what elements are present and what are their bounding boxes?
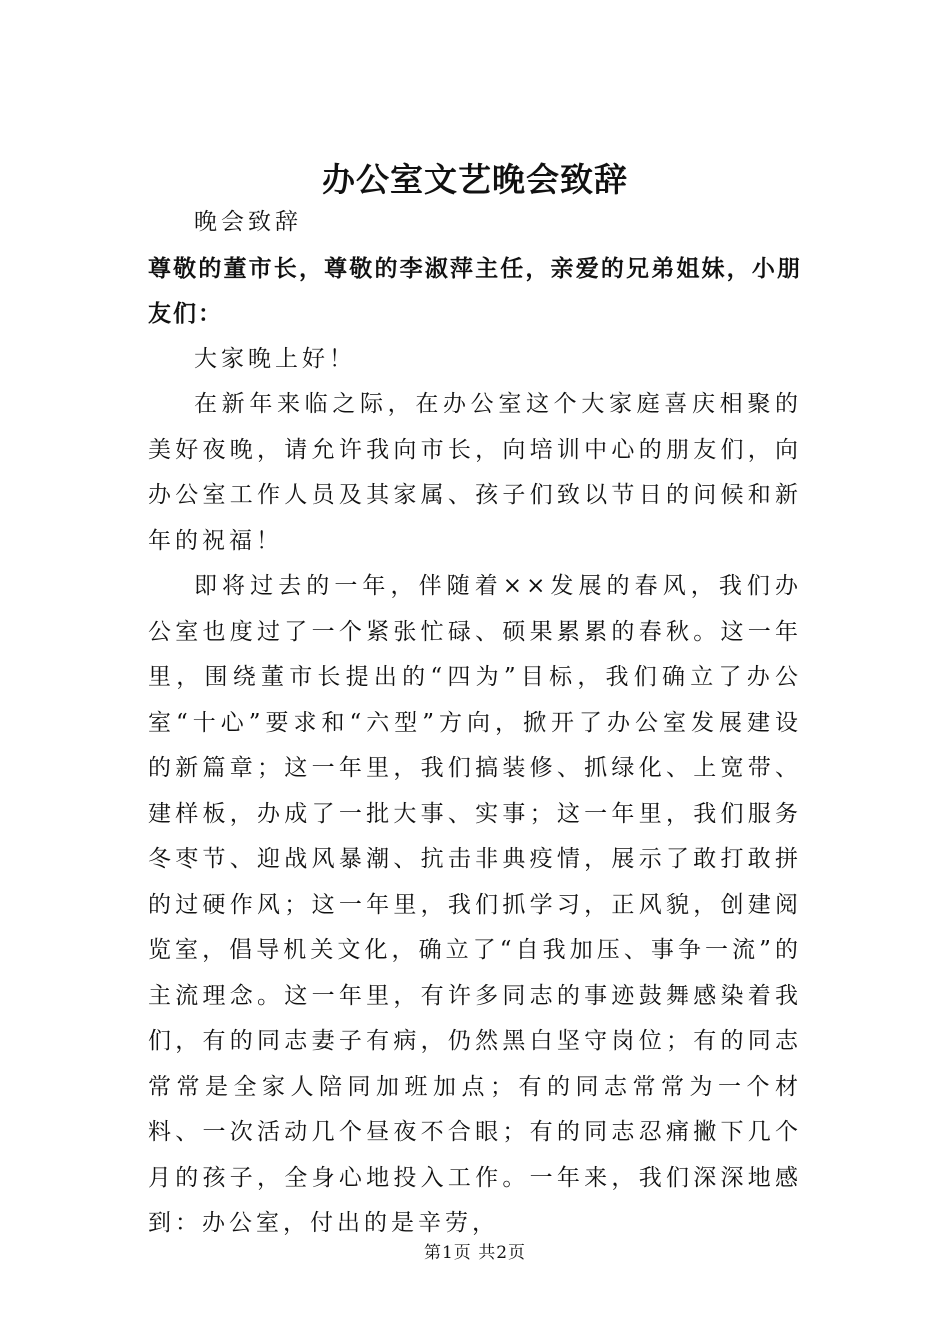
body-paragraph-1: 在新年来临之际，在办公室这个大家庭喜庆相聚的美好夜晚，请允许我向市长，向培训中心的朋友们，向办公室工作人员及其家属、孩子们致以节日的问候和新年的祝福！ xyxy=(148,391,802,554)
page-title: 办公室文艺晚会致辞 xyxy=(322,160,628,200)
subtitle-paragraph: 晚会致辞 xyxy=(194,209,302,235)
body-paragraph-2: 即将过去的一年，伴随着××发展的春风，我们办公室也度过了一个紧张忙碌、硕果累累的春秋。这一年里，围绕董市长提出的“四为”目标，我们确立了办公室“十心”要求和“六型”方向，掀开了办公室发展建设的新篇章；这一年里，我们搞装修、抓绿化、上宽带、建样板，办成了一批大事、实事；这一年里，我们服务冬枣节、迎战风暴潮、抗击非典疫情，展示了敢打敢拼的过硬作风；这一年里，我们抓学习，正风貌，创建阅览室，倡导机关文化，确立了“自我加压、事争一流”的主流理念。这一年里，有许多同志的事迹鼓舞感染着我们，有的同志妻子有病，仍然黑白坚守岗位；有的同志常常是全家人陪同加班加点；有的同志常常为一个材料、一次活动几个昼夜不合眼；有的同志忍痛撇下几个月的孩子，全身心地投入工作。一年来，我们深深地感到：办公室，付出的是辛劳， xyxy=(148,573,802,1236)
page-footer: 第1页 共2页 xyxy=(423,1243,527,1263)
salutation-paragraph: 尊敬的董市长，尊敬的李淑萍主任，亲爱的兄弟姐妹，小朋友们： xyxy=(148,254,802,327)
document-body xyxy=(148,200,802,1247)
greeting-paragraph: 大家晚上好！ xyxy=(194,345,356,372)
